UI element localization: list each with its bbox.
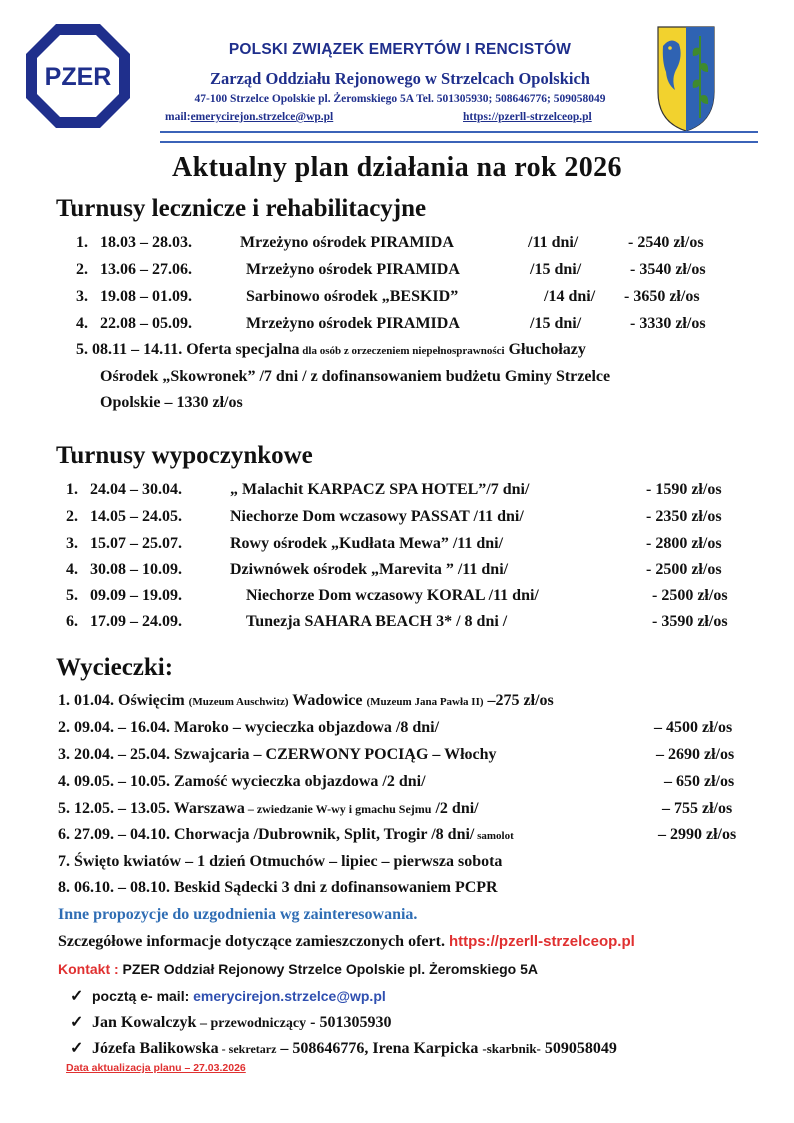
item-number: 2. xyxy=(76,261,88,278)
item-number: 4. xyxy=(66,561,78,578)
contact-secretary-item xyxy=(70,1038,617,1058)
trip-text: 1. 01.04. Oświęcim xyxy=(58,692,189,709)
item-place: Mrzeżyno ośrodek PIRAMIDA xyxy=(246,315,460,332)
contact-label: Kontakt : xyxy=(58,961,119,977)
check-icon: ✓ xyxy=(70,1040,84,1057)
item-desc: Niechorze Dom wczasowy PASSAT /11 dni/ xyxy=(230,508,524,525)
item-days: /15 dni/ xyxy=(530,261,582,278)
rest-item xyxy=(66,613,766,635)
trip-note: (Muzeum Jana Pawła II) xyxy=(366,696,484,708)
board-name: Zarząd Oddziału Rejonowego w Strzelcach Opolskich xyxy=(210,69,590,88)
trip-price: – 2990 zł/os xyxy=(658,826,737,843)
secretary-phone-treasurer: – 508646776, Irena Karpicka xyxy=(276,1040,483,1057)
item-dates: 13.06 – 27.06. xyxy=(100,261,192,278)
trip-item xyxy=(58,746,768,768)
special-offer-line3: Opolskie – 1330 zł/os xyxy=(100,394,243,411)
rest-item xyxy=(66,481,766,503)
coat-of-arms-icon xyxy=(657,26,715,132)
item-desc: Tunezja SAHARA BEACH 3* / 8 dni / xyxy=(246,613,508,630)
special-offer-note: dla osób z orzeczeniem niepełnosprawności xyxy=(299,345,505,357)
rest-item xyxy=(66,508,766,530)
contact-links-row xyxy=(165,111,655,123)
item-price: - 2350 zł/os xyxy=(646,508,722,525)
item-price: - 3650 zł/os xyxy=(624,288,700,305)
treasurer-phone: 509058049 xyxy=(540,1040,617,1057)
item-dates: 18.03 – 28.03. xyxy=(100,234,192,251)
contact-email-link[interactable]: emerycirejon.strzelce@wp.pl xyxy=(193,988,386,1004)
item-price: - 3330 zł/os xyxy=(630,315,706,332)
trip-text: 4. 09.05. – 10.05. Zamość wycieczka objazdowa /2 dni/ xyxy=(58,773,426,790)
item-number: 5. xyxy=(66,587,78,604)
special-offer-line2: Ośrodek „Skowronek” /7 dni / z dofinansowaniem budżetu Gminy Strzelce xyxy=(100,368,611,385)
chairman-role: – przewodniczący xyxy=(196,1016,307,1031)
secretary-role: - sekretarz xyxy=(218,1042,277,1056)
item-dates: 14.05 – 24.05. xyxy=(90,508,182,525)
trip-text-group xyxy=(58,826,514,844)
item-dates: 19.08 – 01.09. xyxy=(100,288,192,305)
item-number: 3. xyxy=(66,535,78,552)
item-price: - 2540 zł/os xyxy=(628,234,704,251)
trip-note: samolot xyxy=(474,830,514,842)
pzer-logo xyxy=(24,22,132,130)
item-dates: 15.07 – 25.07. xyxy=(90,535,182,552)
chairman-name: Jan Kowalczyk xyxy=(92,1014,197,1031)
special-offer-text: 08.11 – 14.11. Oferta specjalna xyxy=(92,341,300,358)
item-dates: 30.08 – 10.09. xyxy=(90,561,182,578)
rehab-item xyxy=(76,315,776,337)
trip-text: 6. 27.09. – 04.10. Chorwacja /Dubrownik, Split, Trogir /8 dni/ xyxy=(58,826,475,843)
details-line xyxy=(58,933,635,951)
item-place: Mrzeżyno ośrodek PIRAMIDA xyxy=(246,261,460,278)
check-icon: ✓ xyxy=(70,1014,84,1031)
item-desc: Niechorze Dom wczasowy KORAL /11 dni/ xyxy=(246,587,539,604)
chairman-phone: - 501305930 xyxy=(306,1014,392,1031)
rehab-heading: Turnusy lecznicze i rehabilitacyjne xyxy=(56,195,427,222)
rehab-item xyxy=(76,261,776,283)
trip-item xyxy=(58,826,768,848)
rest-item xyxy=(66,535,766,557)
plan-updated-date: Data aktualizacja planu – 27.03.2026 xyxy=(66,1062,246,1074)
org-address: 47-100 Strzelce Opolskie pl. Żeromskiego 5A Tel. 501305930; 508646776; 509058049 xyxy=(194,93,606,105)
item-desc: Rowy ośrodek „Kudłata Mewa” /11 dni/ xyxy=(230,535,504,552)
check-icon: ✓ xyxy=(70,988,84,1005)
item-place: Mrzeżyno ośrodek PIRAMIDA xyxy=(240,234,454,251)
secretary-name: Józefa Balikowska xyxy=(92,1040,219,1057)
rest-heading: Turnusy wypoczynkowe xyxy=(56,442,313,469)
contact-chairman-item xyxy=(70,1012,391,1032)
trips-heading: Wycieczki: xyxy=(56,654,174,681)
mail-prefix: mail: xyxy=(165,111,191,123)
item-days: /11 dni/ xyxy=(528,234,579,251)
details-website-link[interactable]: https://pzerll-strzelceop.pl xyxy=(448,933,635,950)
trip-note: – zwiedzanie W-wy i gmachu Sejmu xyxy=(244,802,432,816)
item-number: 5. xyxy=(76,341,88,358)
header-email-link[interactable]: emerycirejon.strzelce@wp.pl xyxy=(190,111,334,123)
trip-item: 8. 06.10. – 08.10. Beskid Sądecki 3 dni z dofinansowaniem PCPR xyxy=(58,879,498,896)
item-price: - 1590 zł/os xyxy=(646,481,722,498)
trip-text: /2 dni/ xyxy=(431,800,479,817)
trip-text: 2. 09.04. – 16.04. Maroko – wycieczka objazdowa /8 dni/ xyxy=(58,719,440,736)
item-number: 2. xyxy=(66,508,78,525)
treasurer-role: -skarbnik- xyxy=(482,1041,541,1056)
trip-item: 7. Święto kwiatów – 1 dzień Otmuchów – lipiec – pierwsza sobota xyxy=(58,853,503,870)
org-name: POLSKI ZWIĄZEK EMERYTÓW I RENCISTÓW xyxy=(228,41,572,58)
item-price: - 3540 zł/os xyxy=(630,261,706,278)
item-number: 1. xyxy=(76,234,88,251)
header-divider xyxy=(160,131,758,143)
rehab-item xyxy=(76,234,776,256)
trip-price: – 755 zł/os xyxy=(662,800,733,817)
item-price: - 2800 zł/os xyxy=(646,535,722,552)
item-place: Sarbinowo ośrodek „BESKID” xyxy=(246,288,459,305)
item-desc: „ Malachit KARPACZ SPA HOTEL”/7 dni/ xyxy=(230,481,530,498)
item-dates: 24.04 – 30.04. xyxy=(90,481,182,498)
item-days: /15 dni/ xyxy=(530,315,582,332)
contact-line xyxy=(58,961,538,977)
trip-price: – 4500 zł/os xyxy=(654,719,733,736)
trip-price: – 650 zł/os xyxy=(664,773,735,790)
trip-item xyxy=(58,773,768,795)
rest-item xyxy=(66,587,766,609)
rest-item xyxy=(66,561,766,583)
trip-price: –275 zł/os xyxy=(483,692,554,709)
item-price: - 3590 zł/os xyxy=(652,613,728,630)
trip-item xyxy=(58,719,768,741)
trip-text: 3. 20.04. – 25.04. Szwajcaria – CZERWONY POCIĄG – Włochy xyxy=(58,746,497,763)
item-desc: Dziwnówek ośrodek „Marevita ” /11 dni/ xyxy=(230,561,509,578)
item-days: /14 dni/ xyxy=(544,288,596,305)
page-title: Aktualny plan działania na rok 2026 xyxy=(172,152,622,183)
item-number: 6. xyxy=(66,613,78,630)
details-text: Szczegółowe informacje dotyczące zamieszczonych ofert. xyxy=(58,933,445,950)
rehab-item xyxy=(76,288,776,310)
item-number: 3. xyxy=(76,288,88,305)
item-number: 1. xyxy=(66,481,78,498)
item-dates: 17.09 – 24.09. xyxy=(90,613,182,630)
item-dates: 22.08 – 05.09. xyxy=(100,315,192,332)
trip-item xyxy=(58,800,768,822)
item-dates: 09.09 – 19.09. xyxy=(90,587,182,604)
item-number: 4. xyxy=(76,315,88,332)
trip-item xyxy=(58,692,778,710)
rehab-item-special xyxy=(76,341,786,359)
pzer-logo-text: PZER xyxy=(44,63,112,91)
other-offers-note: Inne propozycje do uzgodnienia wg zainteresowania. xyxy=(58,906,418,923)
special-offer-place: Głuchołazy xyxy=(504,341,586,358)
email-label: pocztą e- mail: xyxy=(92,988,194,1004)
item-price: - 2500 zł/os xyxy=(652,587,728,604)
item-price: - 2500 zł/os xyxy=(646,561,722,578)
trip-text: Wadowice xyxy=(288,692,367,709)
contact-email-item xyxy=(70,986,386,1006)
contact-text: PZER Oddział Rejonowy Strzelce Opolskie pl. Żeromskiego 5A xyxy=(118,961,538,977)
trip-note: (Muzeum Auschwitz) xyxy=(188,696,289,708)
trip-text-group xyxy=(58,800,479,818)
trip-price: – 2690 zł/os xyxy=(656,746,735,763)
header-website-link[interactable]: https://pzerll-strzelceop.pl xyxy=(463,111,592,123)
trip-text: 5. 12.05. – 13.05. Warszawa xyxy=(58,800,245,817)
